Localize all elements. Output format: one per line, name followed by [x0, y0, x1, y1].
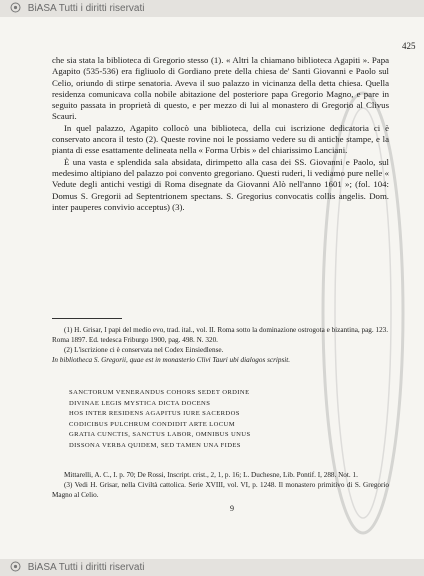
copyright-banner-bottom	[0, 559, 424, 576]
footnote-rule	[52, 318, 122, 319]
paragraph: In quel palazzo, Agapito collocò una biblioteca, della cui iscrizione dedicatoria ci è conservato ancora il testo (2). Queste rovine noi le possiamo vedere su di antiche stampe, e la pianta di esse esattamente delineata nella « Forma Urbis » del chiarissimo Lanciani.	[52, 122, 389, 156]
banner-text-top: BiASA Tutti i diritti riservati	[27, 3, 145, 14]
inscription-block	[69, 388, 319, 452]
inscription-line: SANCTORUM VENERANDUS COHORS SEDET ORDINE	[69, 389, 250, 396]
biasa-logo-icon	[10, 561, 21, 572]
inscription-line: DISSONA VERBA QUIDEM, SED TAMEN UNA FIDES	[69, 441, 241, 449]
inscription-line: HOS INTER RESIDENS AGAPITUS IURE SACERDOS	[69, 410, 240, 418]
footnotes	[52, 318, 389, 365]
footnote: (2) L'iscrizione ci è conservata nel Codex Einsiedlense.	[64, 346, 224, 354]
copyright-banner-top	[0, 0, 424, 17]
footnote: (3) Vedi H. Grisar, nella Civiltà cattolica. Serie XVIII, vol. VI, p. 1248. Il monastero primitivo di S. Gregorio Magno al Celio.	[52, 481, 389, 499]
inscription-line: CODICIBUS PULCHRUM CONDIDIT ARTE LOCUM	[69, 420, 235, 428]
footnote-quote: In bibliotheca S. Gregorii, quae est in monasterio Clivi Tauri ubi dialogos scripsit.	[52, 356, 291, 364]
footnotes-continued	[52, 470, 389, 500]
paragraph: È una vasta e splendida sala absidata, dirimpetto alla casa dei SS. Giovanni e Paolo, sul medesimo altipiano del palazzo poi convento gregoriano. Questi ruderi, li vediamo pure nelle « Vedute degli antichi vestigi di Roma disegnate da Giovanni Alò nell'anno 1601 »; (fol. 104: Domus S. Gregorii ad Septentrionem spectans. S. Gregorius convocatis collis angelis. Dom. inter pauperes convivio acceptus) (3).	[52, 156, 389, 212]
body-text	[52, 55, 389, 213]
footnote: Mittarelli, A. C., I. p. 70; De Rossi, Inscript. crist., 2, 1, p. 16; L. Duchesne, Lib. Pontif. I, 288. Not. 1.	[64, 471, 358, 479]
biasa-logo-icon	[10, 2, 21, 13]
inscription-line: DIVINAE LEGIS MYSTICA DICTA DOCENS	[69, 399, 211, 407]
paragraph: che sia stata la biblioteca di Gregorio stesso (1). « Altri la chiamano biblioteca Agapiti ». Papa Agapito (535-536) era figliuolo di Gordiano prete della chiesa de' Santi Giovanni e Paolo sul Celio, oriundo di stirpe senatoria. Aveva il suo palazzo in vicinanza della detta chiesa. Quella residenza comunicava colla nobile abitazione del posteriore papa Gregorio Magno, e pare in seguito passata in proprietà di questo, e per mezzo di lui al monastero di Gregorio al Clivus Scauri.	[52, 55, 389, 122]
footnote: (1) H. Grisar, I papi del medio evo, trad. ital., vol. II. Roma sotto la dominazione ostrogota e bizantina, pag. 123. Roma 1897. Ed. tedesca Friburgo 1900, pag. 498. N. 320.	[52, 326, 389, 344]
page-number: 425	[402, 41, 416, 51]
signature-mark: 9	[230, 504, 234, 513]
inscription-line: GRATIA CUNCTIS, SANCTUS LABOR, OMNIBUS UNUS	[69, 431, 251, 439]
banner-text-bottom: BiASA Tutti i diritti riservati	[27, 562, 145, 573]
